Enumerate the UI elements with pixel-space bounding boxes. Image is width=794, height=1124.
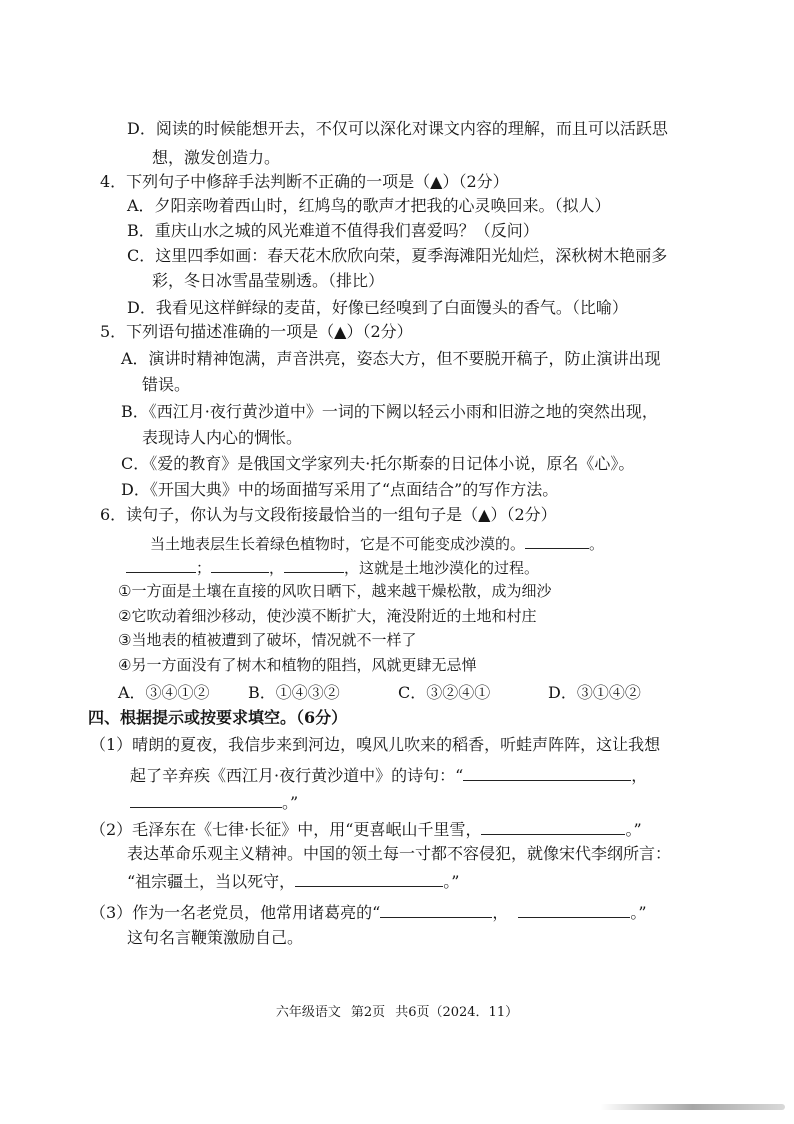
fill-3-line2: 这句名言鞭策激励自己。 — [127, 928, 304, 947]
q5-option-a-line1: A．演讲时精神饱满，声音洪亮，姿态大方，但不要脱开稿子，防止演讲出现 — [121, 349, 661, 368]
q6-sentence-3: ③当地表的植被遭到了破坏，情况就不一样了 — [118, 631, 417, 649]
page-footer — [0, 1003, 794, 1023]
fill-1-line2 — [130, 762, 647, 788]
fill-2-end1: 。” — [625, 820, 642, 839]
fill-3-end: 。” — [630, 903, 647, 922]
fill-3-blank-1[interactable] — [380, 899, 492, 918]
q5-option-b-line1: B．《西江月·夜行黄沙道中》一词的下阙以轻云小雨和旧游之地的突然出现， — [121, 402, 658, 421]
q6-passage-sep2: ， — [269, 559, 285, 577]
q6-passage-tail: ，这就是土地沙漠化的过程。 — [344, 559, 540, 577]
q3-option-d-line1: D．阅读的时候能想开去，不仅可以深化对课文内容的理解，而且可以活跃思 — [127, 119, 668, 138]
fill-1-blank-2[interactable] — [130, 789, 282, 808]
fill-3-prompt: （3）作为一名老党员，他常用诸葛亮的“ — [90, 903, 381, 922]
q5-option-d: D．《开国大典》中的场面描写采用了“点面结合”的写作方法。 — [121, 480, 559, 499]
q4-option-c-line1: C．这里四季如画：春天花木欣欣向荣，夏季海滩阳光灿烂，深秋树木艳丽多 — [127, 246, 668, 265]
fill-2-end2: 。” — [443, 872, 460, 891]
fill-2-line2: 表达革命乐观主义精神。中国的领土每一寸都不容侵犯，就像宋代李纲所言： — [127, 844, 672, 863]
fill-2-blank-1[interactable] — [481, 816, 625, 835]
fill-3-comma: ， — [492, 903, 509, 922]
fill-1-line1: （1）晴朗的夏夜，我信步来到河边，嗅风儿吹来的稻香，听蛙声阵阵，这让我想 — [90, 735, 661, 754]
q6-passage-line2 — [126, 554, 539, 580]
q6-option-d: D．③①④② — [548, 683, 641, 702]
q4-option-c-line2: 彩，冬日冰雪晶莹剔透。（排比） — [152, 271, 385, 290]
footer-total: 共6页（2024．11） — [395, 1005, 519, 1020]
q6-passage-end1: 。 — [589, 535, 605, 553]
q3-option-d-line2: 想，激发创造力。 — [152, 148, 281, 167]
q6-sentence-4: ④另一方面没有了树木和植物的阻挡，风就更肆无忌惮 — [118, 656, 477, 674]
fill-2-line3 — [127, 868, 459, 894]
footer-page: 第2页 — [350, 1005, 386, 1020]
fill-1-end: 。” — [282, 793, 299, 812]
fill-1-blank-1[interactable] — [463, 762, 631, 781]
q6-blank-1[interactable] — [525, 530, 589, 549]
section4-heading: 四、根据提示或按要求填空。（6分） — [88, 708, 348, 727]
q6-sentence-1: ①一方面是土壤在直接的风吹日晒下，越来越干燥松散，成为细沙 — [118, 582, 552, 600]
q4-option-b: B．重庆山水之城的风光难道不值得我们喜爱吗？（反问） — [127, 221, 539, 240]
q6-blank-4[interactable] — [284, 554, 344, 573]
scan-smudge — [600, 1104, 785, 1110]
footer-subject: 六年级语文 — [275, 1005, 341, 1020]
q6-option-b: B．①④③② — [248, 683, 340, 702]
fill-2-line1 — [90, 816, 642, 842]
q6-option-a: A．③④①② — [118, 683, 210, 702]
fill-2-blank-2[interactable] — [295, 868, 443, 887]
fill-2-quote: “祖宗疆土，当以死守， — [127, 872, 296, 891]
fill-2-prompt: （2）毛泽东在《七律·长征》中，用“更喜岷山千里雪， — [90, 820, 482, 839]
fill-1-comma: ， — [631, 766, 648, 785]
q6-passage-sep1: ； — [196, 559, 212, 577]
q4-option-a: A．夕阳亲吻着西山时，红鸠鸟的歌声才把我的心灵唤回来。（拟人） — [127, 196, 611, 215]
fill-3-blank-2[interactable] — [518, 899, 630, 918]
q6-blank-2[interactable] — [126, 554, 196, 573]
q6-stem: 6．读句子，你认为与文段衔接最恰当的一组句子是（▲）（2分） — [100, 505, 557, 524]
q5-stem: 5．下列语句描述准确的一项是（▲）（2分） — [100, 322, 413, 341]
q5-option-a-line2: 错误。 — [142, 375, 191, 394]
q6-blank-3[interactable] — [211, 554, 269, 573]
q4-option-d: D．我看见这样鲜绿的麦苗，好像已经嗅到了白面馒头的香气。（比喻） — [127, 298, 628, 317]
q6-passage-line1 — [150, 530, 604, 556]
fill-1-prompt: 起了辛弃疾《西江月·夜行黄沙道中》的诗句：“ — [130, 766, 464, 785]
fill-3-line1 — [90, 899, 647, 925]
q4-stem: 4．下列句子中修辞手法判断不正确的一项是（▲）（2分） — [100, 172, 509, 191]
q6-passage-text1: 当土地表层生长着绿色植物时，它是不可能变成沙漠的。 — [150, 535, 526, 553]
q6-option-c: C．③②④① — [398, 683, 491, 702]
q5-option-c: C．《爱的教育》是俄国文学家列夫·托尔斯泰的日记体小说，原名《心》。 — [121, 454, 635, 473]
q6-sentence-2: ②它吹动着细沙移动，使沙漠不断扩大，淹没附近的土地和村庄 — [118, 607, 537, 625]
fill-1-line3 — [130, 789, 298, 815]
q5-option-b-line2: 表现诗人内心的惆怅。 — [142, 428, 303, 447]
